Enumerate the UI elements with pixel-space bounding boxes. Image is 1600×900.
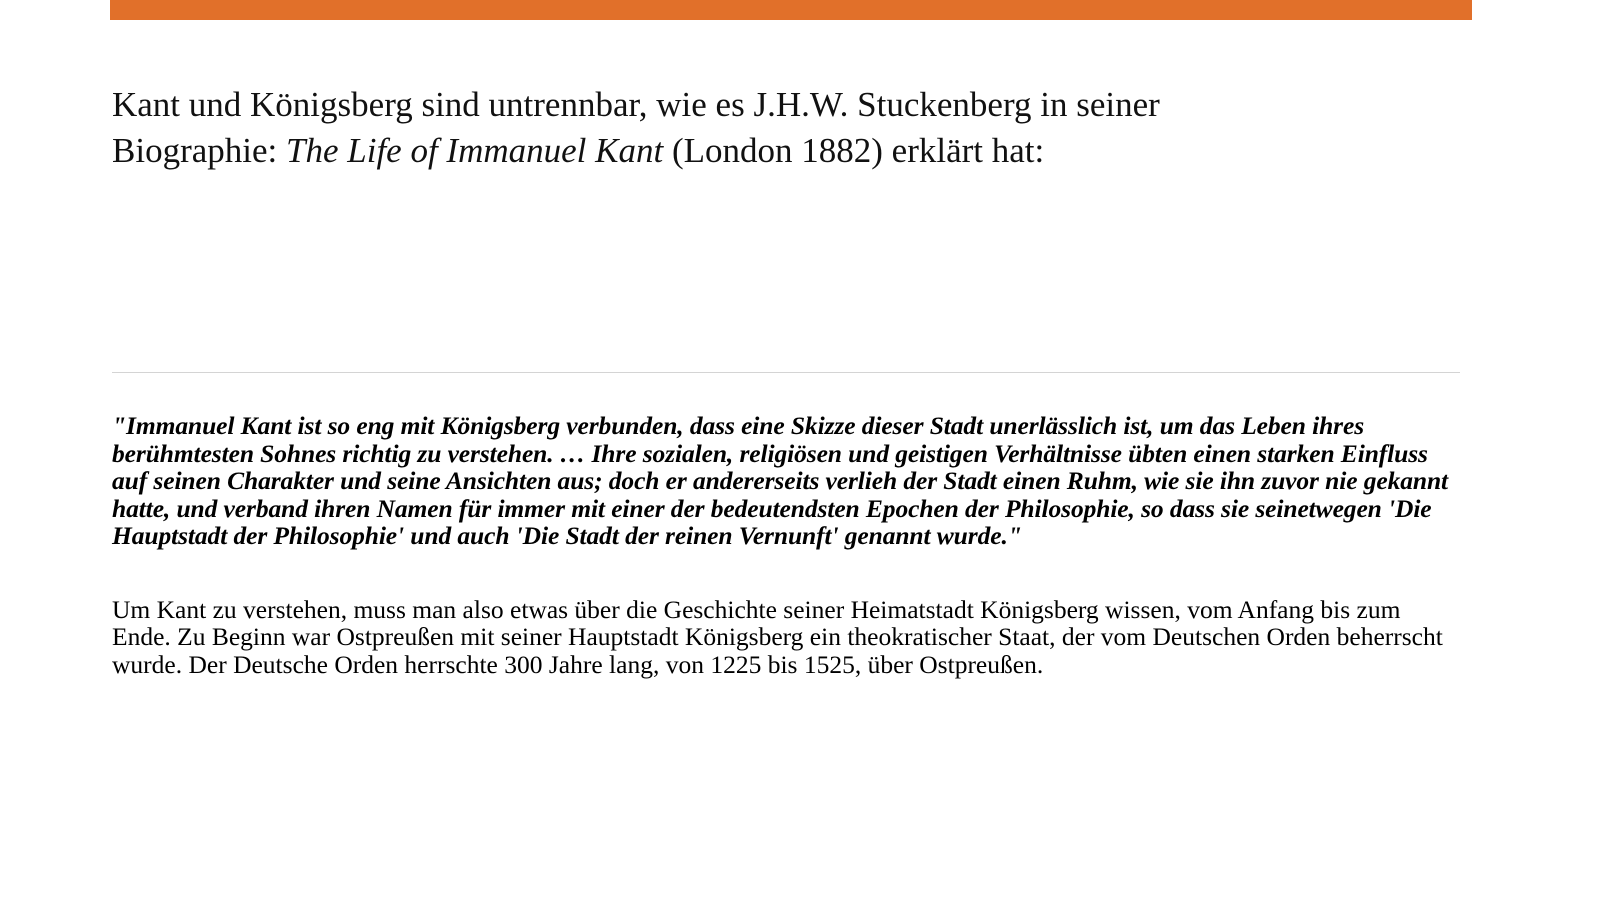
title-line-2-prefix: Biographie: [112,131,286,170]
body-spacer [112,550,1452,596]
title-line-1: Kant und Königsberg sind untrennbar, wie es J.H.W. Stuckenberg in seiner [112,85,1160,124]
title-line-2-suffix: (London 1882) erklärt hat: [663,131,1045,170]
slide-body [112,412,1452,678]
title-book-name: The Life of Immanuel Kant [286,131,664,170]
quotation-text: "Immanuel Kant ist so eng mit Königsberg verbunden, dass eine Skizze dieser Stadt unerlässlich ist, um das Leben ihres berühmtesten Sohnes richtig zu verstehen. … Ihre sozialen, religiösen und geistigen Verhältnisse übten einen starken Einfluss auf seinen Charakter und seine Ansichten aus; doch er andererseits verlieh der Stadt einen Ruhm, wie sie ihn zuvor nie gekannt hatte, und verband ihren Namen für immer mit einer der bedeutendsten Epochen der Philosophie, so dass sie seinetwegen 'Die Hauptstadt der Philosophie' und auch 'Die Stadt der reinen Vernunft' genannt wurde." [112,411,1449,550]
horizontal-divider [112,372,1460,373]
accent-bar [110,0,1472,20]
title-line-2 [112,128,1460,174]
body-paragraph: Um Kant zu verstehen, muss man also etwas über die Geschichte seiner Heimatstadt Königsberg wissen, vom Anfang bis zum Ende. Zu Beginn war Ostpreußen mit seiner Hauptstadt Königsberg ein theokratischer Staat, der vom Deutschen Orden beherrscht wurde. Der Deutsche Orden herrschte 300 Jahre lang, von 1225 bis 1525, über Ostpreußen. [112,594,1443,679]
slide-title [112,82,1460,174]
